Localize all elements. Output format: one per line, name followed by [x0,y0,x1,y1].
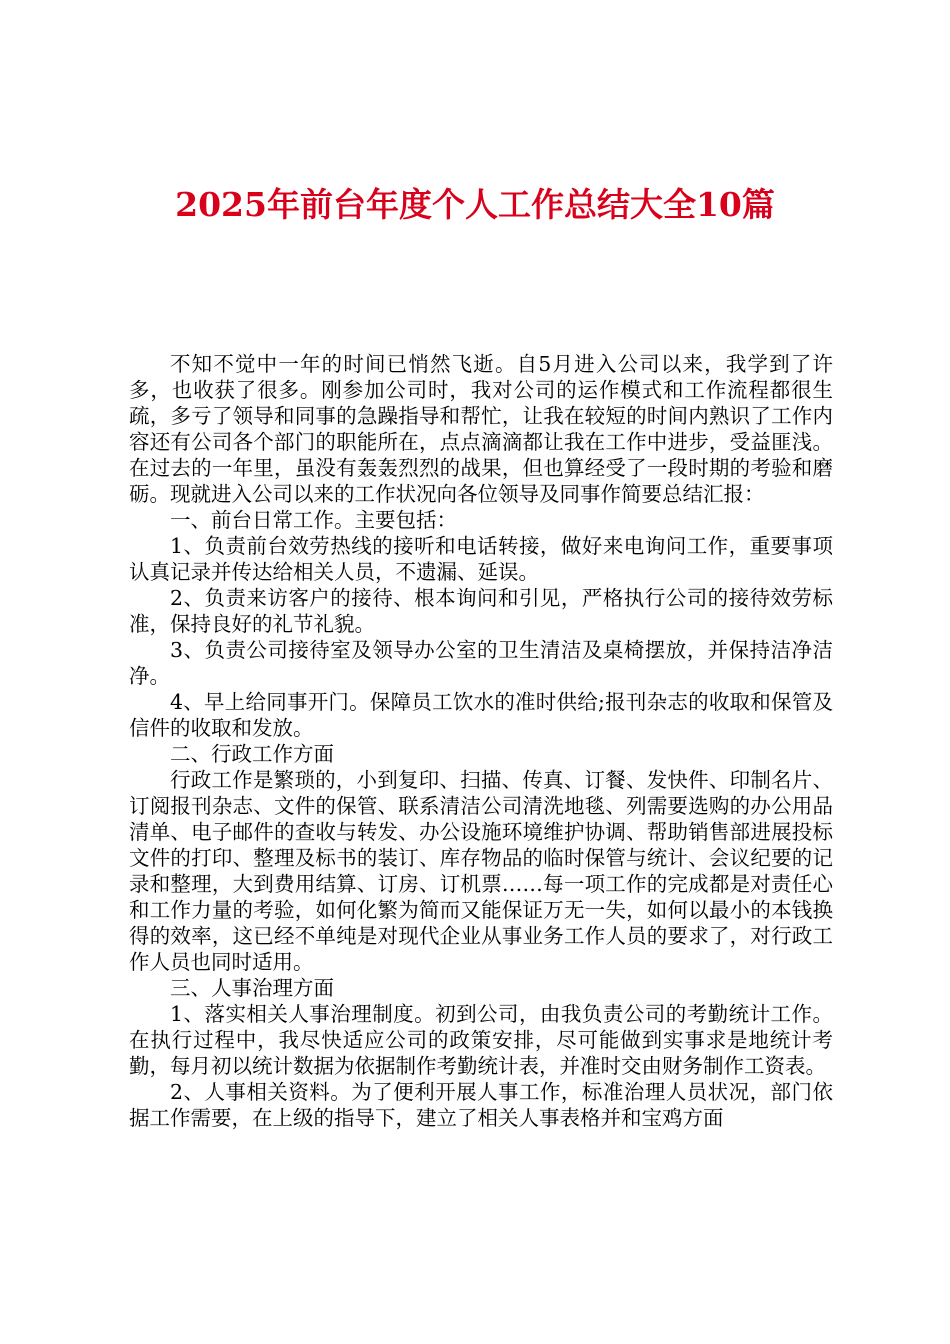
section-heading-admin: 二、行政工作方面 [170,742,334,766]
section-heading-hr: 三、人事治理方面 [170,976,334,1000]
list-item: 3、负责公司接待室及领导办公室的卫生清洁及桌椅摆放，并保持洁净洁净。 [129,638,833,688]
document-body [129,351,833,1131]
admin-paragraph: 行政工作是繁琐的，小到复印、扫描、传真、订餐、发快件、印制名片、订阅报刊杂志、文件的保管、联系清洁公司清洗地毯、列需要选购的办公用品清单、电子邮件的查收与转发、办公设施环境维护协调、帮助销售部进展投标文件的打印、整理及标书的装订、库存物品的临时保管与统计、会议纪要的记录和整理，大到费用结算、订房、订机票……每一项工作的完成都是对责任心和工作力量的考验，如何化繁为简而又能保证万无一失，如何以最小的本钱换得的效率，这已经不单纯是对现代企业从事业务工作人员的要求了，对行政工作人员也同时适用。 [129,768,833,974]
list-item: 1、落实相关人事治理制度。初到公司，由我负责公司的考勤统计工作。在执行过程中，我尽快适应公司的政策安排，尽可能做到实事求是地统计考勤，每月初以统计数据为依据制作考勤统计表，并准时交由财务制作工资表。 [129,1002,833,1078]
section-heading-front-desk: 一、前台日常工作。主要包括： [170,508,457,532]
list-item: 4、早上给同事开门。保障员工饮水的准时供给;报刊杂志的收取和保管及信件的收取和发放。 [129,690,833,740]
list-item: 2、人事相关资料。为了便利开展人事工作，标准治理人员状况，部门依据工作需要，在上级的指导下，建立了相关人事表格并和宝鸡方面 [129,1080,833,1130]
intro-paragraph: 不知不觉中一年的时间已悄然飞逝。自5月进入公司以来，我学到了许多，也收获了很多。刚参加公司时，我对公司的运作模式和工作流程都很生疏，多亏了领导和同事的急躁指导和帮忙，让我在较短的时间内熟识了工作内容还有公司各个部门的职能所在，点点滴滴都让我在工作中进步，受益匪浅。在过去的一年里，虽没有轰轰烈烈的战果，但也算经受了一段时期的考验和磨砺。现就进入公司以来的工作状况向各位领导及同事作简要总结汇报： [129,352,833,506]
list-item: 1、负责前台效劳热线的接听和电话转接，做好来电询问工作，重要事项认真记录并传达给相关人员，不遗漏、延误。 [129,534,833,584]
list-item: 2、负责来访客户的接待、根本询问和引见，严格执行公司的接待效劳标准，保持良好的礼节礼貌。 [129,586,833,636]
document-title: 2025年前台年度个人工作总结大全10篇 [175,185,775,224]
